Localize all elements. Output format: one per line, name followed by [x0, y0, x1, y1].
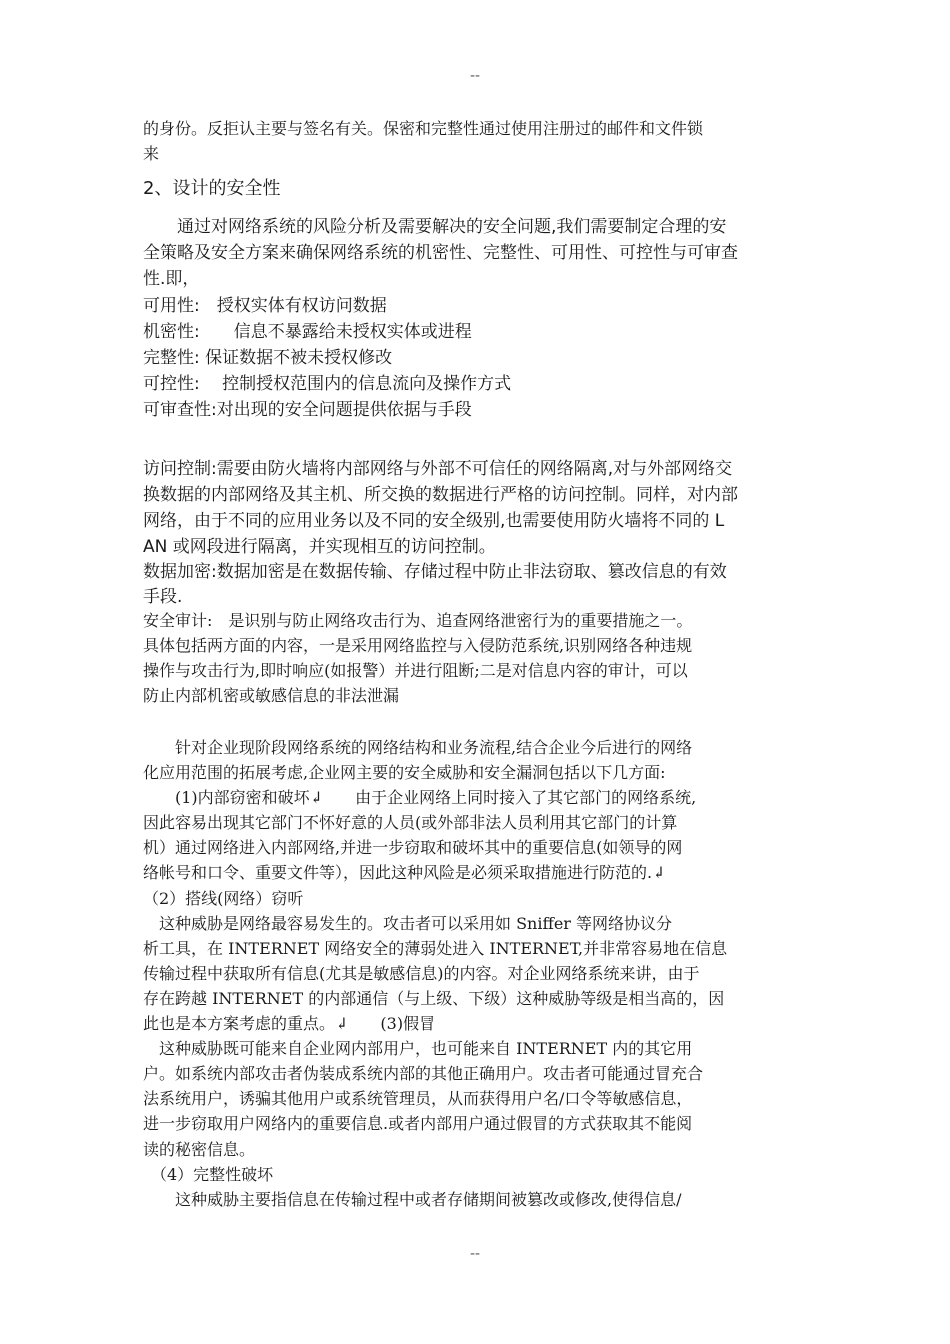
text-line: 防止内部机密或敏感信息的非法泄漏	[143, 686, 400, 705]
text-line: 手段.	[143, 587, 183, 607]
text-line: 具体包括两方面的内容，一是采用网络监控与入侵防范系统,识别网络各种违规	[143, 636, 693, 655]
access-control-paragraph	[143, 456, 811, 560]
text-line: 因此容易出现其它部门不怀好意的人员(或外部非法人员利用其它部门的计算	[143, 813, 678, 833]
text-line: 进一步窃取用户网络内的重要信息.或者内部用户通过假冒的方式获取其不能阅	[143, 1114, 693, 1134]
text-line: 通过对网络系统的风险分析及需要解决的安全问题,我们需要制定合理的安	[143, 217, 727, 237]
text-line: 法系统用户，诱骗其他用户或系统管理员，从而获得用户名/口令等敏感信息，	[143, 1089, 693, 1109]
property-item: 可控性: 控制授权范围内的信息流向及操作方式	[143, 374, 512, 394]
text-line: 安全审计: 是识别与防止网络攻击行为、追查网络泄密行为的重要措施之一。	[143, 611, 693, 630]
intro-paragraph	[143, 116, 811, 166]
text-line: 换数据的内部网络及其主机、所交换的数据进行严格的访问控制。同样，对内部	[143, 485, 738, 505]
text-line: 针对企业现阶段网络系统的网络结构和业务流程,结合企业今后进行的网络	[143, 738, 693, 757]
text-line: （2）搭线(网络）窃听	[143, 888, 304, 908]
text-line: 存在跨越 INTERNET 的内部通信（与上级、下级）这种威胁等级是相当高的，因	[143, 988, 725, 1008]
text-line: 的身份。反拒认主要与签名有关。保密和完整性通过使用注册过的邮件和文件锁	[143, 119, 704, 138]
text-line: 操作与攻击行为,即时响应(如报警）并进行阻断;二是对信息内容的审计，可以	[143, 661, 688, 680]
threats-section	[143, 735, 811, 1212]
text-line: 户。如系统内部攻击者伪装成系统内部的其他正确用户。攻击者可能通过冒充合	[143, 1064, 704, 1084]
security-intro-paragraph	[143, 214, 811, 292]
security-audit-paragraph	[143, 608, 811, 708]
text-line: 析工具，在 INTERNET 网络安全的薄弱处进入 INTERNET,并非常容易地在信息	[143, 938, 728, 958]
section-heading: 2、设计的安全性	[143, 178, 281, 199]
text-line: 机）通过网络进入内部网络,并进一步窃取和破坏其中的重要信息(如领导的网	[143, 838, 683, 858]
property-item: 机密性: 信息不暴露给未授权实体或进程	[143, 322, 472, 342]
text-line: 来	[143, 144, 160, 163]
text-line: 访问控制:需要由防火墙将内部网络与外部不可信任的网络隔离,对与外部网络交	[143, 459, 733, 479]
property-item: 可用性: 授权实体有权访问数据	[143, 296, 387, 316]
text-line: 化应用范围的拓展考虑,企业网主要的安全威胁和安全漏洞包括以下几方面:	[143, 763, 666, 783]
text-line: 这种威胁是网络最容易发生的。攻击者可以采用如 Sniffer 等网络协议分	[143, 913, 673, 933]
data-encryption-paragraph	[143, 560, 811, 610]
security-properties-list	[143, 293, 811, 423]
text-line: (1)内部窃密和破坏↲ 由于企业网络上同时接入了其它部门的网络系统,	[143, 788, 697, 808]
page-marker-bottom: --	[469, 1246, 481, 1262]
text-line: 网络，由于不同的应用业务以及不同的安全级别,也需要使用防火墙将不同的 L	[143, 511, 725, 531]
property-item: 完整性: 保证数据不被未授权修改	[143, 348, 393, 368]
text-line: 传输过程中获取所有信息(尤其是敏感信息)的内容。对企业网络系统来讲，由于	[143, 963, 700, 983]
text-line: 这种威胁主要指信息在传输过程中或者存储期间被篡改或修改,使得信息/	[143, 1189, 682, 1209]
text-line: AN 或网段进行隔离，并实现相互的访问控制。	[143, 537, 496, 557]
page-marker-top: --	[469, 68, 481, 84]
property-item: 可审查性:对出现的安全问题提供依据与手段	[143, 400, 472, 420]
text-line: 性.即，	[143, 269, 200, 289]
text-line: 全策略及安全方案来确保网络系统的机密性、完整性、可用性、可控性与可审查	[143, 243, 738, 263]
text-line: 络帐号和口令、重要文件等），因此这种风险是必须采取措施进行防范的.↲	[143, 863, 666, 883]
text-line: 这种威胁既可能来自企业网内部用户，也可能来自 INTERNET 内的其它用	[143, 1039, 693, 1059]
text-line: （4）完整性破坏	[143, 1164, 274, 1184]
text-line: 此也是本方案考虑的重点。↲ (3)假冒	[143, 1014, 436, 1034]
text-line: 数据加密:数据加密是在数据传输、存储过程中防止非法窃取、篡改信息的有效	[143, 562, 727, 582]
text-line: 读的秘密信息。	[143, 1139, 256, 1159]
